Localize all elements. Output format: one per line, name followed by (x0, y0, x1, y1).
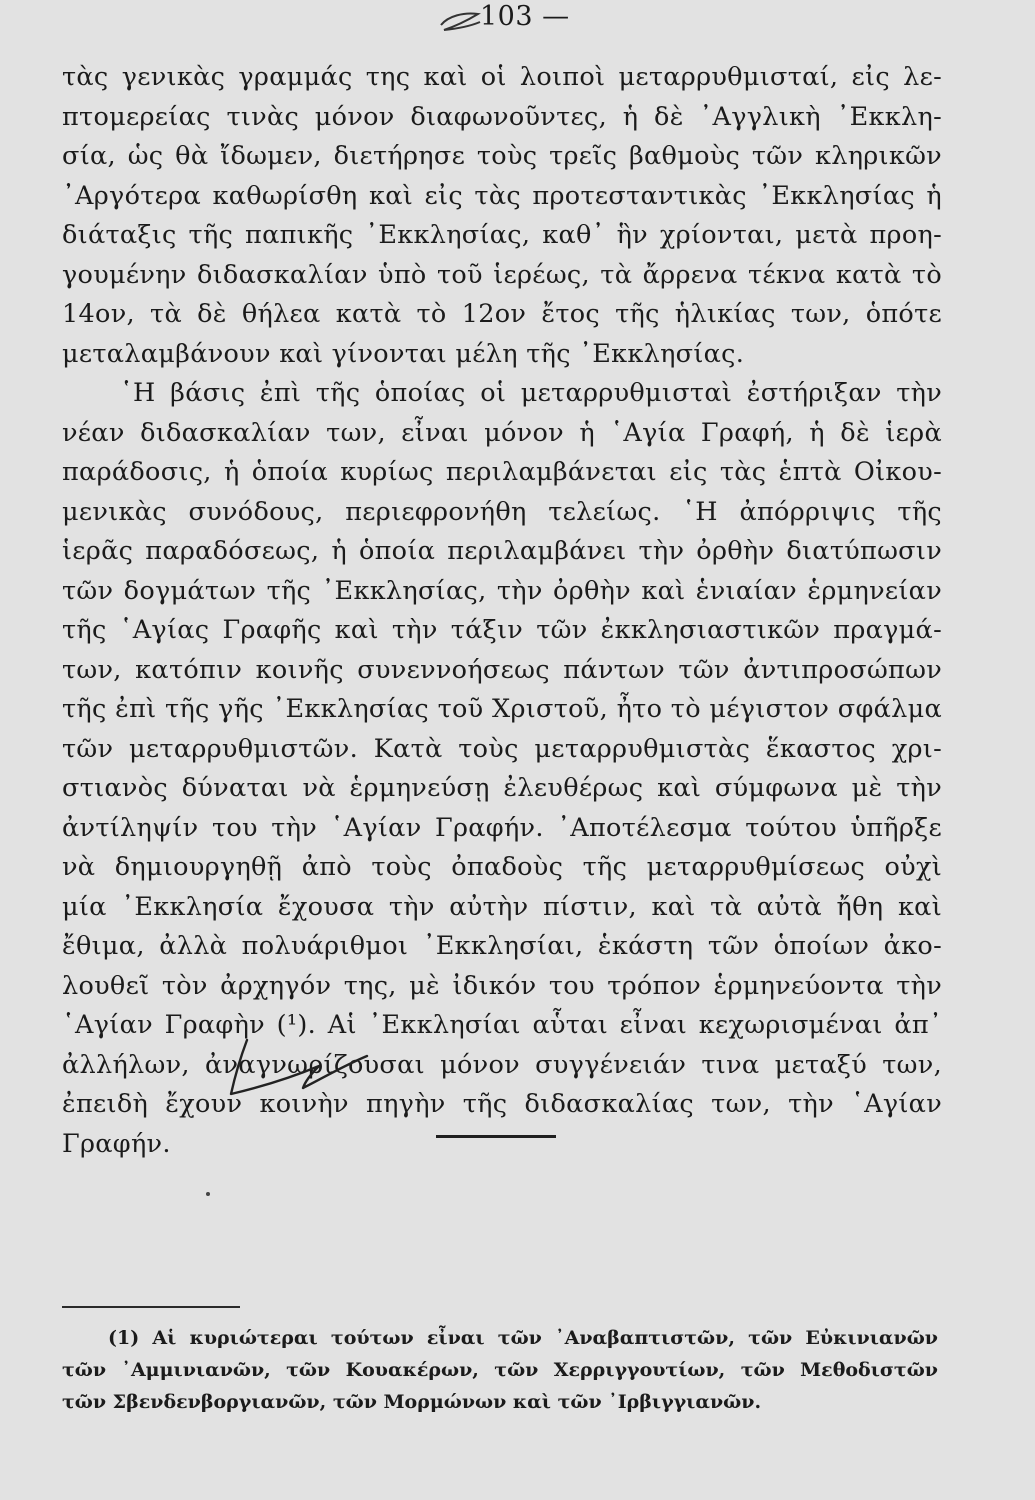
text-line: μενικὰς συνόδους, περιεφρονήθη τελείως. ῾Η ἀπόρριψις τῆς (62, 496, 942, 527)
text-line: τῶν μεταρρυθμιστῶν. Κατὰ τοὺς μεταρρυθμιστὰς ἕκαστος χρι- (62, 733, 942, 764)
main-body-text (62, 58, 942, 1164)
footnote-rule (62, 1306, 240, 1308)
pencil-scribble-icon (438, 8, 484, 34)
text-line: λουθεῖ τὸν ἀρχηγόν της, μὲ ἰδικόν του τρόπον ἑρμηνεύοντα τὴν (62, 970, 942, 1001)
text-line: νὰ δημιουργηθῇ ἀπὸ τοὺς ὀπαδοὺς τῆς μεταρρυθμίσεως οὐχὶ (62, 852, 942, 882)
text-line: ἀλλήλων, ἀναγνωρίζουσαι μόνον συγγένειάν τινα μεταξύ των, (62, 1049, 942, 1080)
text-line: διάταξις τῆς παπικῆς ᾿Εκκλησίας, καθ᾿ ἣν χρίονται, μετὰ προη- (62, 220, 942, 250)
text-line: τῆς ῾Αγίας Γραφῆς καὶ τὴν τάξιν τῶν ἐκκλησιαστικῶν πραγμά- (62, 615, 942, 645)
text-line: τῆς ἐπὶ τῆς γῆς ᾿Εκκλησίας τοῦ Χριστοῦ, ἦτο τὸ μέγιστον σφάλμα (62, 694, 942, 724)
text-line: νέαν διδασκαλίαν των, εἶναι μόνον ἡ ῾Αγία Γραφή, ἡ δὲ ἱερὰ (62, 417, 942, 448)
footnote-line: τῶν ᾿Αμμινιανῶν, τῶν Κουακέρων, τῶν Χερριγγουτίων, τῶν Μεθοδιστῶν (62, 1359, 938, 1381)
text-line: γουμένην διδασκαλίαν ὑπὸ τοῦ ἱερέως, τὰ ἄρρενα τέκνα κατὰ τὸ (62, 259, 942, 290)
text-line: ἔθιμα, ἀλλὰ πολυάριθμοι ᾿Εκκλησίαι, ἑκάστη τῶν ὁποίων ἀκο- (62, 931, 942, 961)
text-line: ἐπειδὴ ἔχουν κοινὴν πηγὴν τῆς διδασκαλίας των, τὴν ῾Αγίαν (62, 1089, 942, 1119)
text-line: Γραφήν. (62, 1128, 171, 1159)
section-divider (436, 1135, 556, 1138)
footnote-line: (1) Αἱ κυριώτεραι τούτων εἶναι τῶν ᾿Αναβαπτιστῶν, τῶν Εὐκινιανῶν (108, 1327, 938, 1349)
text-line: στιανὸς δύναται νὰ ἑρμηνεύσῃ ἐλευθέρως καὶ σύμφωνα μὲ τὴν (62, 773, 942, 803)
text-line: ἀντίληψίν του τὴν ῾Αγίαν Γραφήν. ᾿Αποτέλεσμα τούτου ὑπῆρξε (62, 812, 942, 843)
text-line: σία, ὡς θὰ ἴδωμεν, διετήρησε τοὺς τρεῖς βαθμοὺς τῶν κληρικῶν (62, 141, 942, 171)
footnote-line: τῶν Σβενδενβοργιανῶν, τῶν Μορμώνων καὶ τῶν ᾿Ιρβιγγιανῶν. (62, 1391, 762, 1413)
speck (206, 1192, 210, 1196)
text-line: 14ον, τὰ δὲ θήλεα κατὰ τὸ 12ον ἔτος τῆς ἡλικίας των, ὁπότε (62, 299, 942, 329)
handwritten-signature-icon (225, 1036, 375, 1106)
text-line: παράδοσις, ἡ ὁποία κυρίως περιλαμβάνεται εἰς τὰς ἑπτὰ Οἰκου- (62, 457, 942, 487)
text-line: τὰς γενικὰς γραμμάς της καὶ οἱ λοιποὶ μεταρρυθμισταί, εἰς λε- (62, 62, 942, 92)
page-number (440, 0, 600, 34)
text-line: πτομερείας τινὰς μόνον διαφωνοῦντες, ἡ δὲ ᾿Αγγλικὴ ᾿Εκκλη- (62, 101, 942, 132)
paragraph-start-line: ῾Η βάσις ἐπὶ τῆς ὁποίας οἱ μεταρρυθμισταὶ ἐστήριξαν τὴν (120, 378, 942, 408)
footnote (62, 1322, 938, 1418)
text-line: των, κατόπιν κοινῆς συνεννοήσεως πάντων τῶν ἀντιπροσώπων (62, 654, 942, 685)
text-line: ᾿Αργότερα καθωρίσθη καὶ εἰς τὰς προτεσταντικὰς ᾿Εκκλησίας ἡ (62, 180, 942, 211)
text-line: ῾Αγίαν Γραφὴν (¹). Αἱ ᾿Εκκλησίαι αὗται εἶναι κεχωρισμέναι ἀπ᾿ (62, 1010, 942, 1040)
text-line: μία ᾿Εκκλησία ἔχουσα τὴν αὐτὴν πίστιν, καὶ τὰ αὐτὰ ἤθη καὶ (62, 891, 942, 922)
page-number-text: 103 — (480, 1, 570, 32)
text-line: τῶν δογμάτων τῆς ᾿Εκκλησίας, τὴν ὀρθὴν καὶ ἑνιαίαν ἑρμηνείαν (62, 575, 942, 606)
text-line: μεταλαμβάνουν καὶ γίνονται μέλη τῆς ᾿Εκκλησίας. (62, 338, 745, 369)
text-line: ἱερᾶς παραδόσεως, ἡ ὁποία περιλαμβάνει τὴν ὀρθὴν διατύπωσιν (62, 536, 942, 566)
